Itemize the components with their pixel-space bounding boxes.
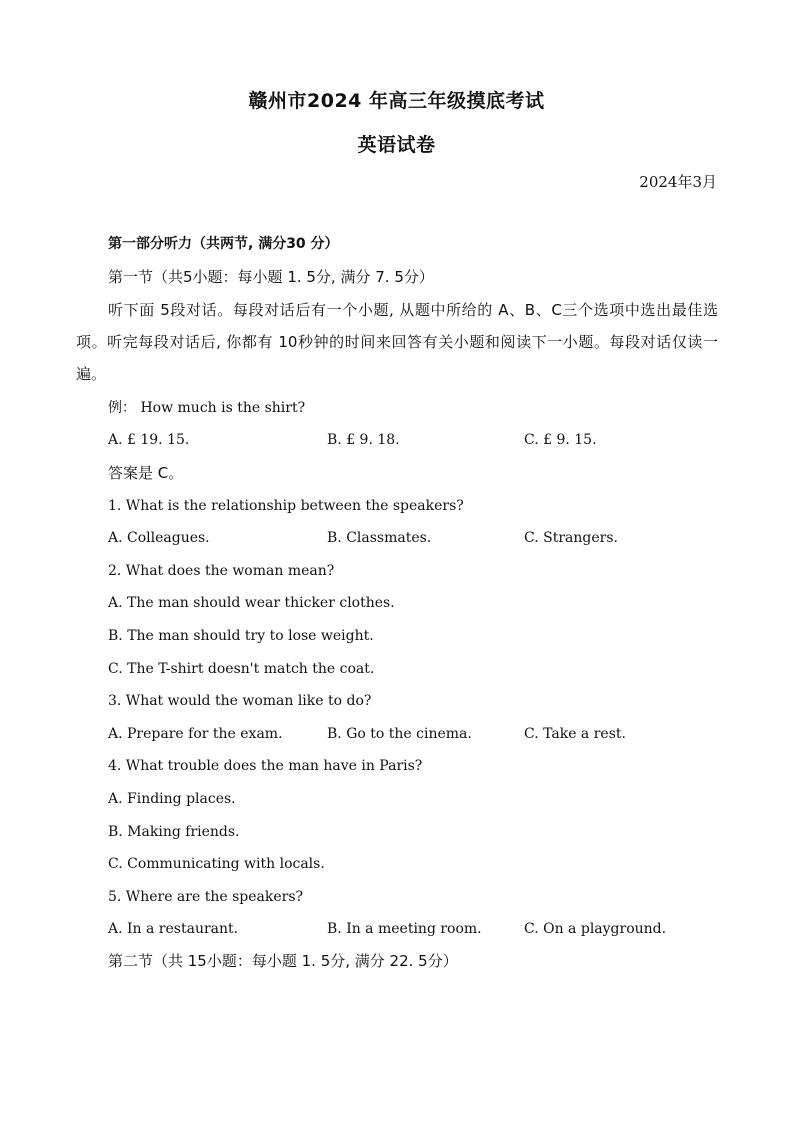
section1-heading: 第一节（共5小题：每小题 1. 5分, 满分 7. 5分） — [108, 268, 434, 286]
example-answer: 答案是 C。 — [108, 464, 184, 482]
exam-date: 2024年3月 — [639, 173, 717, 191]
example-option-b: B. £ 9. 18. — [327, 432, 400, 448]
question-3-option-a: A. Prepare for the exam. — [108, 726, 283, 742]
question-5-option-c: C. On a playground. — [524, 921, 667, 937]
question-3-option-b: B. Go to the cinema. — [327, 726, 472, 742]
question-5-stem: 5. Where are the speakers? — [108, 889, 304, 905]
question-1-stem: 1. What is the relationship between the speakers? — [108, 498, 464, 514]
question-2-stem: 2. What does the woman mean? — [108, 563, 335, 579]
listening-instructions: 听下面 5段对话。每段对话后有一个小题, 从题中所给的 A、B、C三个选项中选出最佳选项。听完每段对话后, 你都有 10秒钟的时间来回答有关小题和阅读下一小题。每段对话仅读一遍。 — [76, 301, 718, 383]
question-2-option-c: C. The T-shirt doesn't match the coat. — [108, 661, 375, 677]
question-1-option-c: C. Strangers. — [524, 530, 618, 546]
exam-subtitle: 英语试卷 — [357, 134, 436, 156]
example-option-a: A. £ 19. 15. — [108, 432, 190, 448]
question-1-option-a: A. Colleagues. — [108, 530, 210, 546]
question-2-option-a: A. The man should wear thicker clothes. — [108, 595, 395, 611]
question-5-option-a: A. In a restaurant. — [108, 921, 239, 937]
question-4-option-c: C. Communicating with locals. — [108, 856, 325, 872]
question-3-option-c: C. Take a rest. — [524, 726, 626, 742]
section2-heading: 第二节（共 15小题：每小题 1. 5分, 满分 22. 5分） — [108, 952, 458, 970]
exam-title: 赣州市2024 年高三年级摸底考试 — [248, 90, 545, 112]
question-4-option-b: B. Making friends. — [108, 824, 240, 840]
question-2-option-b: B. The man should try to lose weight. — [108, 628, 374, 644]
question-5-option-b: B. In a meeting room. — [327, 921, 482, 937]
question-1-option-b: B. Classmates. — [327, 530, 432, 546]
question-4-stem: 4. What trouble does the man have in Paris? — [108, 758, 423, 774]
example-question: 例： How much is the shirt? — [108, 400, 306, 416]
question-4-option-a: A. Finding places. — [108, 791, 236, 807]
example-option-c: C. £ 9. 15. — [524, 432, 597, 448]
question-3-stem: 3. What would the woman like to do? — [108, 693, 372, 709]
part1-heading: 第一部分听力（共两节, 满分30 分） — [108, 236, 339, 252]
